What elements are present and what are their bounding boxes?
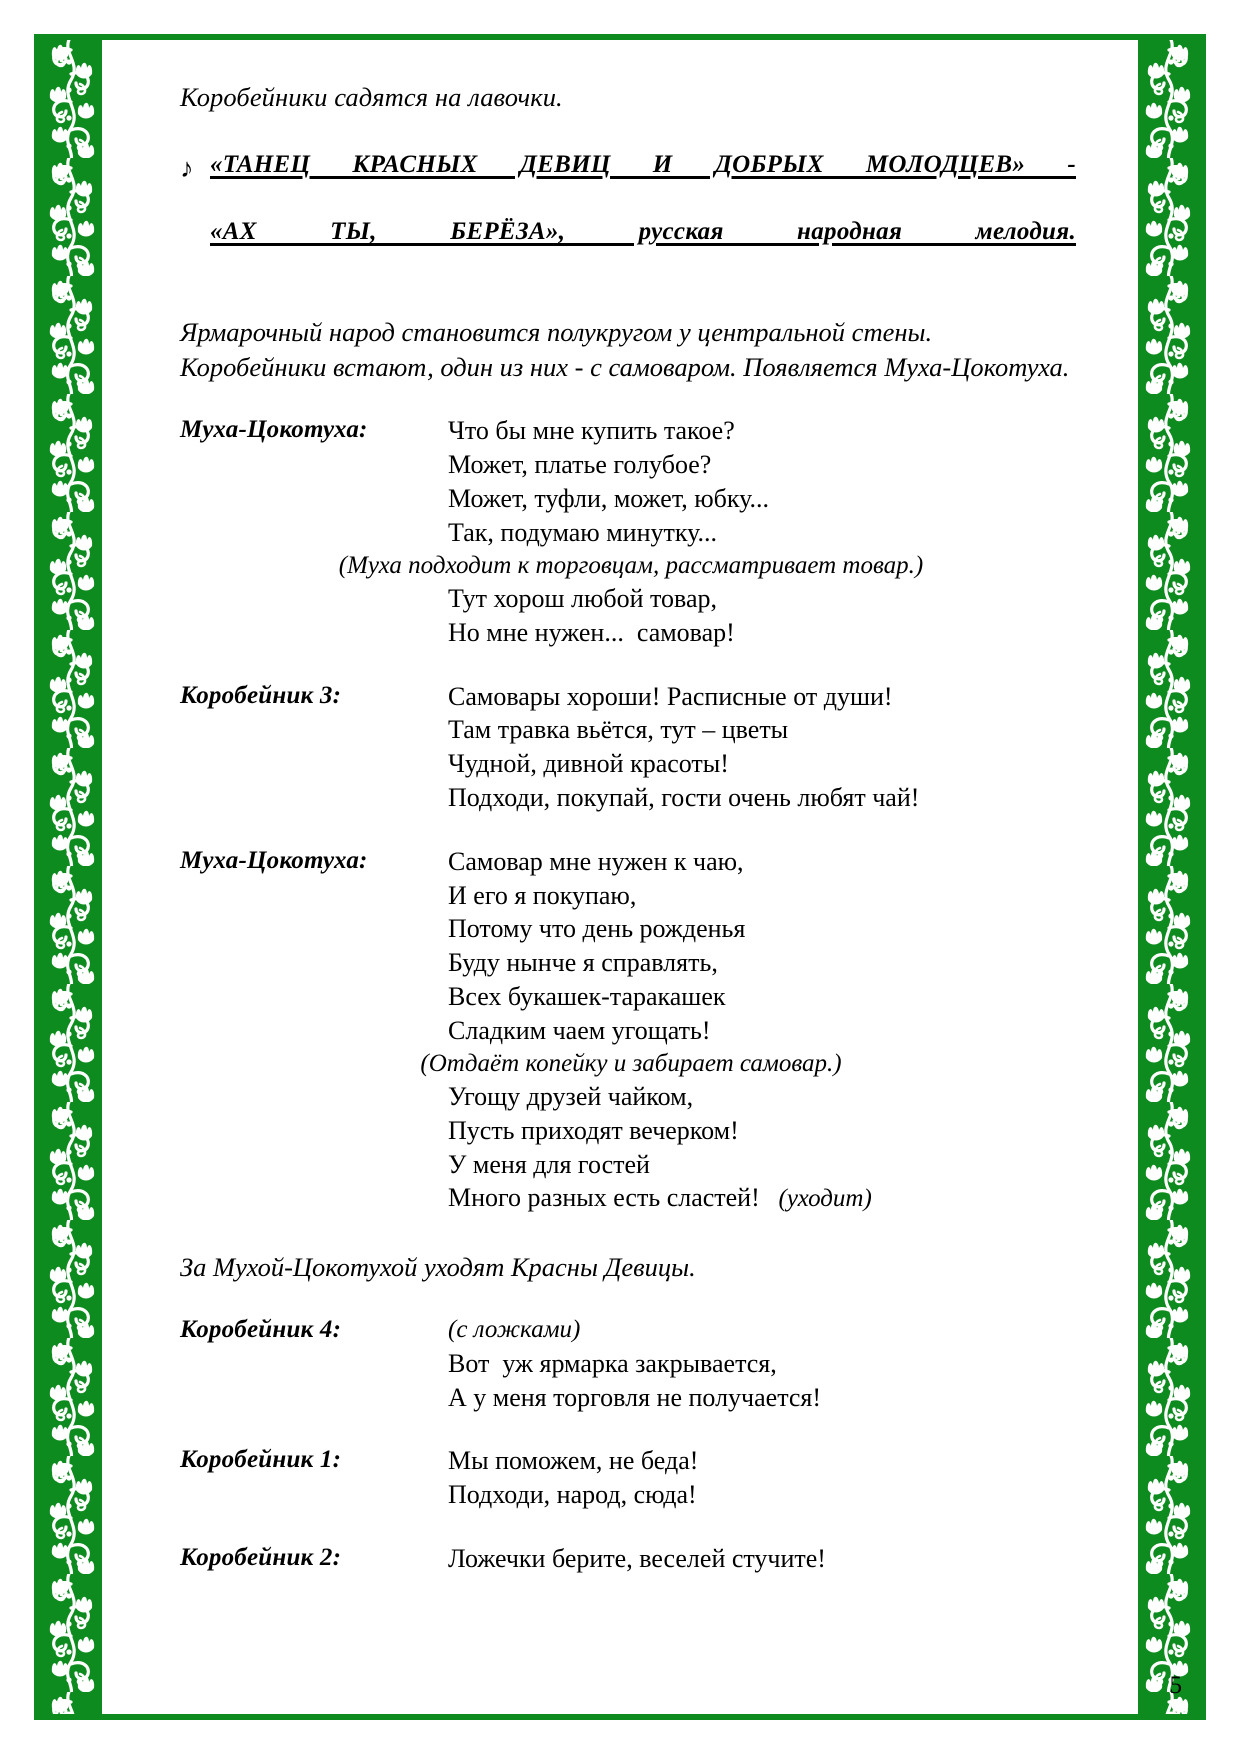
border-ornament-tile — [40, 512, 102, 630]
speaker-name: Коробейник 3: — [180, 681, 342, 709]
border-ornament-tile — [40, 394, 102, 512]
speech-lines — [338, 414, 1076, 649]
speaker-name: Муха-Цокотуха: — [180, 416, 368, 444]
speech-lines — [448, 1542, 1076, 1576]
speech-line: И его я покупаю, — [448, 880, 637, 910]
music-note-icon: ♪ — [180, 153, 194, 184]
speech-line: У меня для гостей — [448, 1149, 650, 1179]
speech-line: Вот уж ярмарка закрывается, — [448, 1348, 777, 1378]
dialogue-block — [180, 1314, 1076, 1414]
inline-stage-direction: (Муха подходит к торговцам, рассматривает товар.) — [338, 551, 924, 579]
right-ornamental-border — [1138, 40, 1200, 1714]
speech-line: Угощу друзей чайком, — [448, 1082, 694, 1112]
inline-stage-direction: (уходит) — [759, 1185, 872, 1213]
dialogue-block — [180, 1444, 1076, 1512]
border-ornament-tile — [40, 866, 102, 984]
stage-direction-2: Ярмарочный народ становится полукругом у центральной стены. Коробейники встают, один из них - с самоваром. Появляется Муха-Цокотуха. — [180, 317, 1070, 382]
speech-line: Самовары хороши! Расписные от души! — [448, 681, 893, 711]
border-ornament-tile — [1138, 1102, 1200, 1220]
speech-line: Сладким чаем угощать! — [448, 1015, 711, 1045]
speech-line: Может, туфли, может, юбку... — [448, 483, 770, 513]
border-ornament-tile — [40, 1102, 102, 1220]
speech-line: Чудной, дивной красоты! — [448, 749, 729, 779]
border-ornament-tile — [40, 630, 102, 748]
border-ornament-tile — [1138, 276, 1200, 394]
opening-stage-direction: Коробейники садятся на лавочки. — [180, 82, 563, 112]
song-title-line-1: «ТАНЕЦ КРАСНЫХ ДЕВИЦ И ДОБРЫХ МОЛОДЦЕВ» - — [210, 151, 1076, 179]
song-title — [210, 148, 1076, 281]
border-ornament-tile — [40, 748, 102, 866]
border-ornament-tile — [1138, 512, 1200, 630]
speech-lines — [448, 1444, 1076, 1512]
speech-line: Самовар мне нужен к чаю, — [448, 846, 744, 876]
border-ornament-tile — [40, 40, 102, 158]
border-ornament-tile — [1138, 1338, 1200, 1456]
speaker-name: Муха-Цокотуха: — [180, 846, 368, 874]
inline-stage-direction: (с ложками) — [448, 1316, 581, 1344]
speech-lines — [420, 845, 1076, 1216]
speaker-name: Коробейник 4: — [180, 1316, 342, 1344]
speech-line: Подходи, покупай, гости очень любят чай! — [448, 782, 920, 812]
page-number: 5 — [1169, 1672, 1182, 1699]
speech-line: Мы поможем, не беда! — [448, 1446, 699, 1476]
dialogue-block — [180, 414, 1076, 649]
speech-line: Ложечки берите, веселей стучите! — [448, 1544, 826, 1574]
dialogue-group-2 — [180, 1314, 1076, 1575]
dialogue-block — [180, 845, 1076, 1216]
dialogue-block — [180, 680, 1076, 815]
border-ornament-tile — [1138, 1456, 1200, 1574]
speech-lines — [448, 680, 1076, 815]
song-cue — [180, 148, 1076, 281]
speech-line: Что бы мне купить такое? — [448, 416, 735, 446]
border-ornament-tile — [1138, 866, 1200, 984]
border-ornament-tile — [40, 1692, 102, 1714]
speech-line: Там травка вьётся, тут – цветы — [448, 715, 789, 745]
speech-line: А у меня торговля не получается! — [448, 1382, 822, 1412]
speech-line: Много разных есть сластей! (уходит) — [448, 1183, 872, 1213]
border-ornament-tile — [1138, 748, 1200, 866]
dialogue-block — [180, 1542, 1076, 1576]
speaker-name: Коробейник 2: — [180, 1544, 342, 1572]
border-ornament-tile — [40, 1220, 102, 1338]
song-title-line-2: «АХ ТЫ, БЕРЁЗА», русская народная мелодия. — [210, 217, 1076, 245]
decorative-page-frame — [34, 34, 1206, 1720]
border-ornament-tile — [1138, 158, 1200, 276]
speech-line: Буду нынче я справлять, — [448, 948, 718, 978]
speech-line: Всех букашек-таракашек — [448, 981, 726, 1011]
speech-line: Так, подумаю минутку... — [448, 517, 718, 547]
border-ornament-tile — [1138, 984, 1200, 1102]
border-ornament-tile — [1138, 40, 1200, 158]
speech-line: Пусть приходят вечерком! — [448, 1115, 739, 1145]
stage-direction-3: За Мухой-Цокотухой уходят Красны Девицы. — [180, 1251, 696, 1282]
speech-line: Подходи, народ, сюда! — [448, 1480, 697, 1510]
inline-stage-direction: (Отдаёт копейку и забирает самовар.) — [420, 1049, 842, 1077]
border-ornament-tile — [1138, 630, 1200, 748]
speech-line: Тут хорош любой товар, — [448, 584, 718, 613]
border-ornament-tile — [1138, 394, 1200, 512]
border-ornament-tile — [40, 1338, 102, 1456]
speaker-name: Коробейник 1: — [180, 1446, 342, 1474]
border-ornament-tile — [1138, 1220, 1200, 1338]
speech-line: Но мне нужен... самовар! — [448, 617, 735, 647]
border-ornament-tile — [40, 984, 102, 1102]
speech-line: Может, платье голубое? — [448, 450, 712, 480]
border-ornament-tile — [40, 276, 102, 394]
left-ornamental-border — [40, 40, 102, 1714]
dialogue-group-1 — [180, 414, 1076, 1216]
border-ornament-tile — [40, 1456, 102, 1574]
border-ornament-tile — [40, 1574, 102, 1692]
speech-line: Потому что день рожденья — [448, 914, 746, 944]
border-ornament-tile — [40, 158, 102, 276]
speech-lines — [448, 1314, 1076, 1414]
document-content — [180, 80, 1076, 1680]
